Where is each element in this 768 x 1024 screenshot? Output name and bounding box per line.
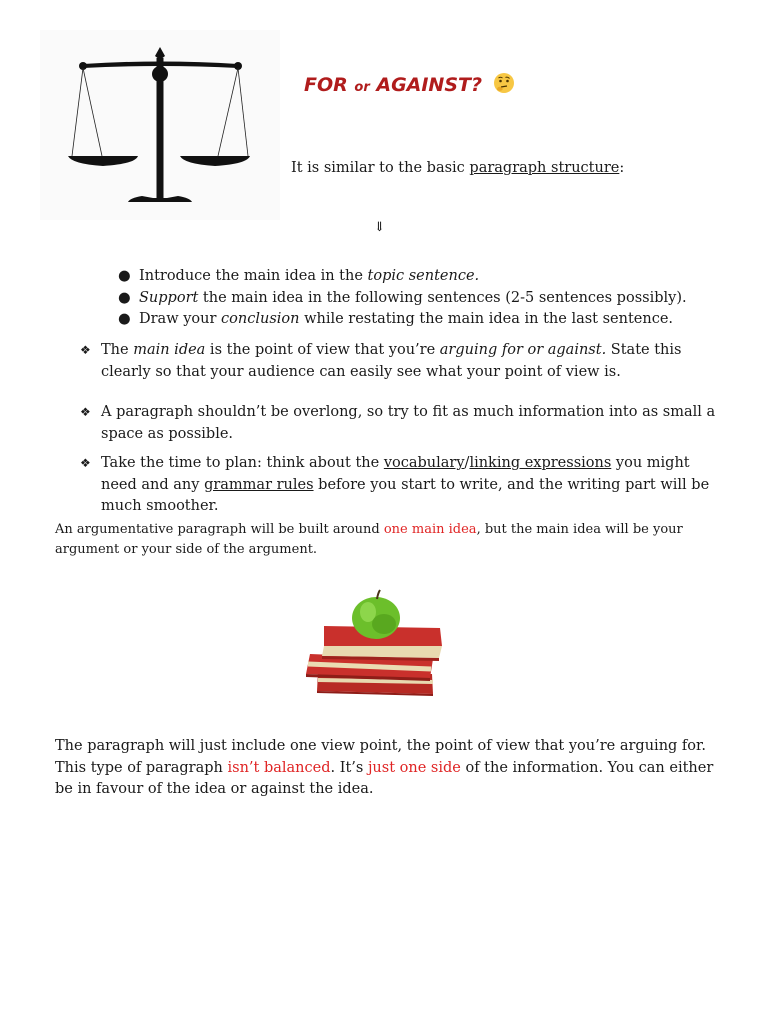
bullet-icon: ● [118, 311, 131, 327]
intro-colon: : [619, 160, 625, 176]
scales-of-justice-image [40, 30, 280, 220]
diamond-bullet-icon: ❖ [80, 343, 91, 357]
list-item: ● Introduce the main idea in the topic sentence. [118, 266, 687, 288]
title-for: FOR [304, 74, 348, 96]
title-against: AGAINST? [376, 74, 483, 96]
bullet-list [118, 266, 687, 331]
vocabulary-link[interactable]: vocabulary [383, 455, 465, 471]
list-item: ● Support the main idea in the following sentences (2-5 sentences possibly). [118, 288, 687, 310]
list-item: ● Draw your conclusion while restating the main idea in the last sentence. [118, 309, 687, 331]
overlong-point: ❖ A paragraph shouldn’t be overlong, so try to fit as much information into as small a space as possible. [80, 404, 716, 442]
intro-sentence [291, 160, 624, 176]
argumentative-paragraph-text: An argumentative paragraph will be built around one main idea, but the main idea will be your argument or your side of the argument. [55, 522, 683, 557]
linking-expressions-link[interactable]: linking expressions [469, 455, 612, 471]
down-arrow-icon: ⇓ [374, 220, 385, 235]
bullet-icon: ● [118, 289, 131, 306]
page-title [304, 72, 515, 96]
plan-point: ❖ Take the time to plan: think about the vocabulary/linking expressions you might need and any grammar rules before you start to write, and the writing part will be much smoother. [80, 455, 710, 514]
diamond-bullet-icon: ❖ [80, 405, 91, 419]
diamond-bullet-icon: ❖ [80, 456, 91, 470]
paragraph-structure-link[interactable]: paragraph structure [469, 160, 620, 176]
final-paragraph: The paragraph will just include one view point, the point of view that you’re arguing for. This type of paragraph isn’t balanced. It’s just one side of the information. You can either be in favour of the idea or against the idea. [55, 738, 714, 797]
main-idea-point: ❖ The main idea is the point of view that you’re arguing for or against. State this clearly so that your audience can easily see what your point of view is. [80, 342, 682, 380]
grammar-rules-link[interactable]: grammar rules [204, 476, 314, 493]
bullet-icon: ● [118, 268, 131, 284]
title-or: or [354, 80, 370, 95]
thinking-face-icon [493, 72, 515, 94]
books-apple-image [300, 588, 450, 703]
intro-text: It is similar to the basic [291, 160, 470, 176]
